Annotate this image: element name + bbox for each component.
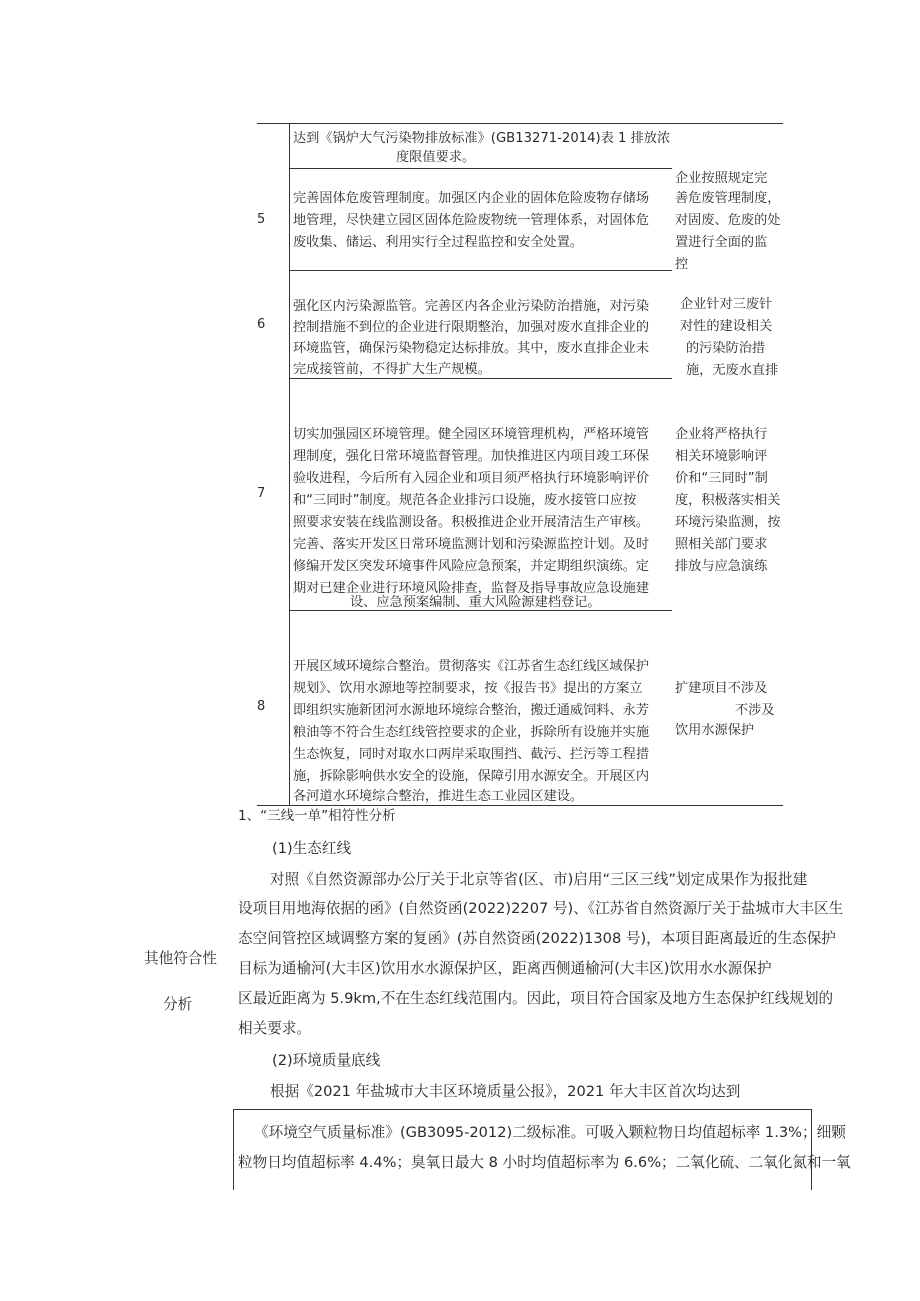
- row-number: 6: [257, 317, 266, 332]
- item-title: 1、“三线一单”相符性分析: [238, 808, 396, 824]
- row7-measure-line-6: 完善、落实开发区日常环境监测计划和污染源监控计划。及时: [293, 537, 650, 552]
- row7-status-line-3: 价和“三同时”制: [675, 471, 768, 486]
- row7-status-line-4: 度，积极落实相关: [675, 493, 781, 508]
- row5-status-line-2: 善危废管理制度，: [675, 191, 781, 206]
- sub-title-ecological-redline: (1)生态红线: [272, 840, 352, 857]
- row8-status-line-2: 不涉及: [735, 703, 775, 718]
- redline-paragraph-line-4: 目标为通榆河(大丰区)饮用水水源保护区，距离西侧通榆河(大丰区)饮用水水源保护: [238, 960, 772, 977]
- row6-status-line-3: 的污染防治措: [686, 341, 766, 356]
- quality-box-line-1: 《环境空气质量标准》(GB3095-2012)二级标准。可吸入颗粒物日均值超标率 1.3%；细颗: [254, 1124, 846, 1141]
- row6-status-line-2: 对性的建设相关: [680, 319, 773, 334]
- row5-measure-line-2: 地管理，尽快建立园区固体危险废物统一管理体系，对固体危: [293, 213, 650, 228]
- row6-measure-line-1: 强化区内污染源监管。完善区内各企业污染防治措施，对污染: [293, 299, 650, 314]
- row7-status-line-2: 相关环境影响评: [675, 449, 768, 464]
- row5-measure-line-1: 完善固体危废管理制度。加强区内企业的固体危险废物存储场: [293, 191, 650, 206]
- row8-measure-line-3: 即组织实施新团河水源地环境综合整治，搬迁通威饲料、永芳: [293, 703, 650, 718]
- redline-paragraph-line-2: 设项目用地海依据的函》(自然资函(2022)2207 号)、《江苏省自然资源厅关于盐城市大丰区生: [238, 900, 844, 917]
- row8-status-line-3: 饮用水源保护: [675, 723, 755, 738]
- quality-box-line-2: 粒物日均值超标率 4.4%；臭氧日最大 8 小时均值超标率为 6.6%；二氧化硫、二氧化氮和一氧: [238, 1154, 851, 1171]
- row5-status-line-5: 控: [675, 257, 689, 272]
- row7-status-line-1: 企业将严格执行: [675, 427, 768, 442]
- redline-paragraph-line-1: 对照《自然资源部办公厅关于北京等省(区、市)启用“三区三线”划定成果作为报批建: [270, 871, 808, 888]
- row8-measure-line-7: 各河道水环境综合整治，推进生态工业园区建设。: [293, 789, 584, 804]
- row7-status-line-7: 排放与应急演练: [675, 559, 768, 574]
- row7-measure-line-7: 修编开发区突发环境事件风险应急预案，并定期组织演练。定: [293, 559, 650, 574]
- row-divider-5: [290, 270, 672, 271]
- row7-status-line-6: 照相关部门要求: [675, 537, 768, 552]
- row-number: 5: [257, 212, 266, 227]
- row5-status-line-3: 对固废、危废的处: [675, 213, 781, 228]
- row8-status-line-1: 扩建项目不涉及: [675, 681, 768, 696]
- section-label-line-2: 分析: [163, 996, 193, 1013]
- row5-status-line-1: 企业按照规定完: [675, 171, 768, 186]
- row5-measure-line-3: 废收集、储运、利用实行全过程监控和安全处置。: [293, 235, 584, 250]
- section-label-line-1: 其他符合性: [144, 950, 217, 967]
- row7-measure-line-5: 照要求安装在线监测设备。积极推进企业开展清洁生产审核。: [293, 515, 650, 530]
- row6-status-line-1: 企业针对三废针: [680, 297, 773, 312]
- row5-status-line-4: 置进行全面的监: [675, 235, 768, 250]
- row-cont-measure-line-1: 达到《锅炉大气污染物排放标准》(GB13271-2014)表 1 排放浓: [293, 131, 671, 146]
- row-cont-measure-line-2: 度限值要求。: [396, 150, 476, 165]
- redline-paragraph-line-6: 相关要求。: [238, 1020, 311, 1037]
- row-number: 8: [257, 699, 266, 714]
- row8-measure-line-1: 开展区域环境综合整治。贯彻落实《江苏省生态红线区域保护: [293, 659, 650, 674]
- table-divider-num: [289, 123, 290, 805]
- row6-measure-line-4: 完成接管前，不得扩大生产规模。: [293, 362, 491, 377]
- row8-measure-line-4: 粮油等不符合生态红线管控要求的企业，拆除所有设施并实施: [293, 725, 650, 740]
- row7-measure-line-3: 验收进程，今后所有入园企业和项目须严格执行环境影响评价: [293, 471, 650, 486]
- quality-paragraph-line-1: 根据《2021 年盐城市大丰区环境质量公报》，2021 年大丰区首次均达到: [270, 1083, 741, 1100]
- row8-measure-line-6: 施，拆除影响供水安全的设施，保障引用水源安全。开展区内: [293, 769, 650, 784]
- row7-measure-line-4: 和“三同时”制度。规范各企业排污口设施，废水接管口应按: [293, 493, 637, 508]
- sub-title-environment-quality: (2)环境质量底线: [272, 1052, 381, 1069]
- row7-status-line-5: 环境污染监测，按: [675, 515, 781, 530]
- row-number: 7: [257, 486, 266, 501]
- row6-measure-line-2: 控制措施不到位的企业进行限期整治，加强对废水直排企业的: [293, 320, 650, 335]
- row7-measure-line-8: 期对已建企业进行环境风险排查，监督及指导事故应急设施建: [293, 581, 650, 596]
- row7-measure-line-9: 设、应急预案编制、重大风险源建档登记。: [350, 595, 601, 610]
- row6-status-line-4: 施，无废水直排: [686, 363, 779, 378]
- row8-measure-line-5: 生态恢复，同时对取水口两岸采取围挡、截污、拦污等工程措: [293, 747, 650, 762]
- row7-measure-line-1: 切实加强园区环境管理。健全园区环境管理机构，严格环境管: [293, 427, 650, 442]
- redline-paragraph-line-5: 区最近距离为 5.9km,不在生态红线范围内。因此，项目符合国家及地方生态保护红线规划的: [238, 990, 834, 1007]
- row-divider-1: [290, 168, 672, 169]
- redline-paragraph-line-3: 态空间管控区域调整方案的复函》(苏自然资函(2022)1308 号)，本项目距离最近的生态保护: [238, 930, 836, 947]
- row6-measure-line-3: 环境监管，确保污染物稳定达标排放。其中，废水直排企业未: [293, 341, 650, 356]
- row7-measure-line-2: 理制度，强化日常环境监督管理。加快推进区内项目竣工环保: [293, 449, 650, 464]
- row8-measure-line-2: 规划》、饮用水源地等控制要求，按《报告书》提出的方案立: [293, 681, 643, 696]
- table-top-border: [257, 123, 783, 124]
